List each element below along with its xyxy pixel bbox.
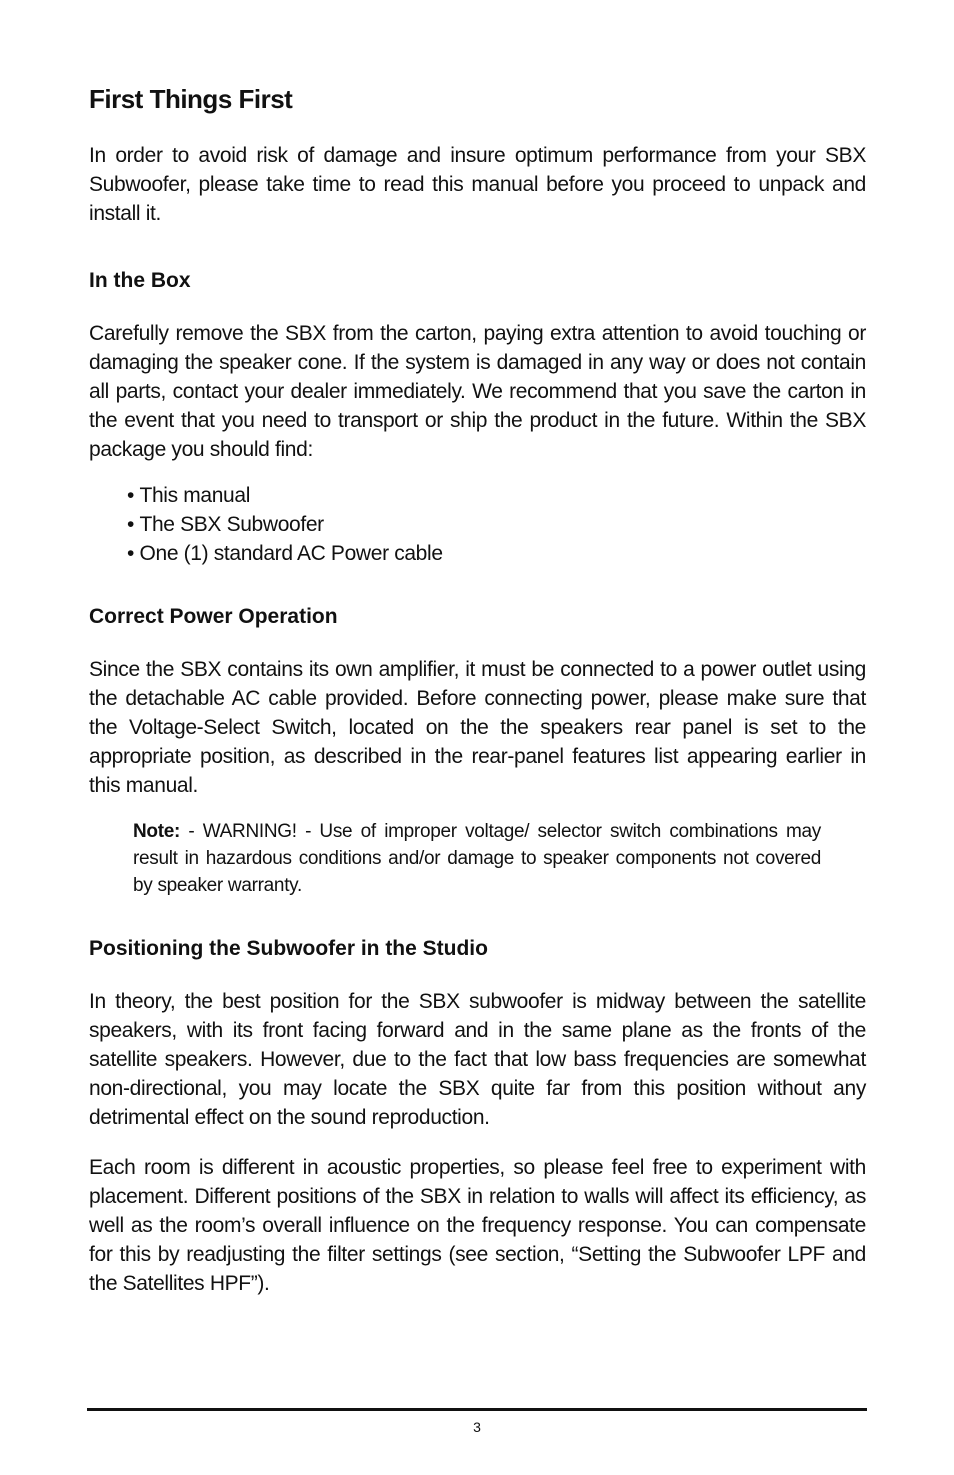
power-operation-paragraph: Since the SBX contains its own amplifier, it must be connected to a power outlet using the detachable AC cable provided. Before connecting power, please make sure that the Voltage-Select Switch, located on the the speakers rear panel is set to the appropriate position, as described in the rear-panel features list appearing earlier in this manual.	[89, 658, 866, 797]
page-title: First Things First	[89, 84, 293, 114]
footer-divider	[87, 1408, 867, 1411]
power-operation-heading: Correct Power Operation	[89, 605, 338, 628]
intro-paragraph: In order to avoid risk of damage and insure optimum performance from your SBX Subwoofer, please take time to read this manual before you proceed to unpack and install it.	[89, 144, 866, 225]
list-item: • This manual	[127, 481, 443, 510]
note-text: - WARNING! - Use of improper voltage/ selector switch combinations may result in hazardous conditions and/or damage to speaker components not covered by speaker warranty.	[133, 821, 821, 896]
warning-note	[133, 818, 821, 899]
list-item: • The SBX Subwoofer	[127, 510, 443, 539]
list-item: • One (1) standard AC Power cable	[127, 539, 443, 568]
in-the-box-heading: In the Box	[89, 269, 191, 292]
note-label: Note:	[133, 821, 181, 842]
positioning-heading: Positioning the Subwoofer in the Studio	[89, 937, 488, 960]
in-the-box-paragraph: Carefully remove the SBX from the carton, paying extra attention to avoid touching or damaging the speaker cone. If the system is damaged in any way or does not contain all parts, contact your dealer immediately. We recommend that you save the carton in the event that you need to transport or ship the product in the future. Within the SBX package you should find:	[89, 322, 866, 461]
package-contents-list	[127, 481, 443, 568]
page-number: 3	[473, 1419, 481, 1435]
positioning-paragraph-2: Each room is different in acoustic properties, so please feel free to experiment with placement. Different positions of the SBX in relation to walls will affect its efficiency, as well as the room’s overall influence on the frequency response. You can compensate for this by readjusting the filter settings (see section, “Setting the Subwoofer LPF and the Satellites HPF”).	[89, 1156, 866, 1295]
positioning-paragraph-1: In theory, the best position for the SBX subwoofer is midway between the satellite speakers, with its front facing forward and in the same plane as the fronts of the satellite speakers. However, due to the fact that low bass frequencies are somewhat non-directional, you may locate the SBX quite far from this position without any detrimental effect on the sound reproduction.	[89, 990, 866, 1129]
